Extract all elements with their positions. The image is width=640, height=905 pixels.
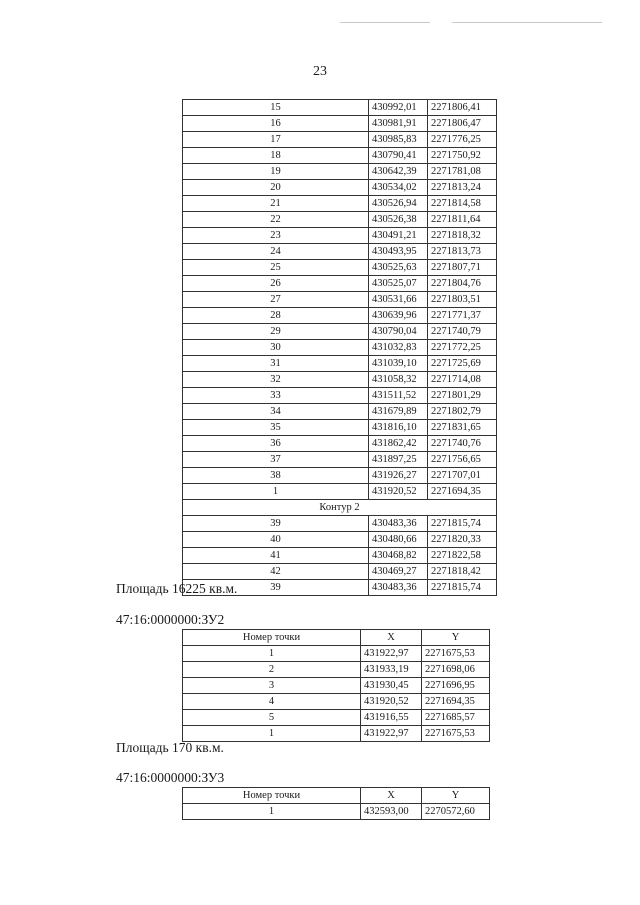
header-point-number: Номер точки xyxy=(183,788,361,804)
point-number-cell: 15 xyxy=(183,100,369,116)
table-row xyxy=(183,710,490,726)
table-row xyxy=(183,356,497,372)
y-coordinate-cell: 2271818,32 xyxy=(428,228,497,244)
y-coordinate-cell: 2271694,35 xyxy=(422,694,490,710)
point-number-cell: 27 xyxy=(183,292,369,308)
y-coordinate-cell: 2271822,58 xyxy=(428,548,497,564)
point-number-cell: 1 xyxy=(183,804,361,820)
table-row xyxy=(183,324,497,340)
x-coordinate-cell: 430491,21 xyxy=(369,228,428,244)
table-row xyxy=(183,196,497,212)
point-number-cell: 36 xyxy=(183,436,369,452)
point-number-cell: 21 xyxy=(183,196,369,212)
x-coordinate-cell: 430526,38 xyxy=(369,212,428,228)
page-number: 23 xyxy=(313,64,327,79)
x-coordinate-cell: 430790,04 xyxy=(369,324,428,340)
x-coordinate-cell: 431058,32 xyxy=(369,372,428,388)
plot-title-zu3: 47:16:0000000:ЗУ3 xyxy=(116,770,225,785)
point-number-cell: 23 xyxy=(183,228,369,244)
point-number-cell: 39 xyxy=(183,516,369,532)
x-coordinate-cell: 430992,01 xyxy=(369,100,428,116)
table-row xyxy=(183,132,497,148)
x-coordinate-cell: 430480,66 xyxy=(369,532,428,548)
point-number-cell: 22 xyxy=(183,212,369,228)
x-coordinate-cell: 431897,25 xyxy=(369,452,428,468)
y-coordinate-cell: 2270572,60 xyxy=(422,804,490,820)
x-coordinate-cell: 431679,89 xyxy=(369,404,428,420)
point-number-cell: 39 xyxy=(183,580,369,596)
y-coordinate-cell: 2271806,41 xyxy=(428,100,497,116)
table-row xyxy=(183,484,497,500)
x-coordinate-cell: 431930,45 xyxy=(361,678,422,694)
plot-title-zu2: 47:16:0000000:ЗУ2 xyxy=(116,612,225,627)
y-coordinate-cell: 2271806,47 xyxy=(428,116,497,132)
x-coordinate-cell: 430469,27 xyxy=(369,564,428,580)
table-header-row xyxy=(183,788,490,804)
x-coordinate-cell: 430639,96 xyxy=(369,308,428,324)
point-number-cell: 24 xyxy=(183,244,369,260)
header-y: Y xyxy=(422,630,490,646)
table-row xyxy=(183,260,497,276)
x-coordinate-cell: 432593,00 xyxy=(361,804,422,820)
y-coordinate-cell: 2271675,53 xyxy=(422,726,490,742)
y-coordinate-cell: 2271801,29 xyxy=(428,388,497,404)
coordinates-table-contour-1 xyxy=(182,99,497,596)
y-coordinate-cell: 2271807,71 xyxy=(428,260,497,276)
header-point-number: Номер точки xyxy=(183,630,361,646)
point-number-cell: 28 xyxy=(183,308,369,324)
contour-label: Контур 2 xyxy=(183,500,497,516)
scan-artifact-line xyxy=(340,22,430,23)
y-coordinate-cell: 2271776,25 xyxy=(428,132,497,148)
y-coordinate-cell: 2271740,76 xyxy=(428,436,497,452)
table-row xyxy=(183,116,497,132)
y-coordinate-cell: 2271813,24 xyxy=(428,180,497,196)
y-coordinate-cell: 2271818,42 xyxy=(428,564,497,580)
point-number-cell: 19 xyxy=(183,164,369,180)
table-row xyxy=(183,646,490,662)
area-text-1: Площадь 16225 кв.м. xyxy=(116,581,238,596)
point-number-cell: 33 xyxy=(183,388,369,404)
table-row xyxy=(183,516,497,532)
point-number-cell: 35 xyxy=(183,420,369,436)
point-number-cell: 42 xyxy=(183,564,369,580)
table-row xyxy=(183,292,497,308)
table-row xyxy=(183,662,490,678)
point-number-cell: 37 xyxy=(183,452,369,468)
y-coordinate-cell: 2271772,25 xyxy=(428,340,497,356)
x-coordinate-cell: 431933,19 xyxy=(361,662,422,678)
x-coordinate-cell: 430642,39 xyxy=(369,164,428,180)
x-coordinate-cell: 430525,07 xyxy=(369,276,428,292)
point-number-cell: 3 xyxy=(183,678,361,694)
x-coordinate-cell: 431511,52 xyxy=(369,388,428,404)
x-coordinate-cell: 430531,66 xyxy=(369,292,428,308)
table-row xyxy=(183,228,497,244)
point-number-cell: 40 xyxy=(183,532,369,548)
x-coordinate-cell: 430985,83 xyxy=(369,132,428,148)
x-coordinate-cell: 431920,52 xyxy=(369,484,428,500)
point-number-cell: 17 xyxy=(183,132,369,148)
table-row xyxy=(183,212,497,228)
y-coordinate-cell: 2271820,33 xyxy=(428,532,497,548)
header-y: Y xyxy=(422,788,490,804)
y-coordinate-cell: 2271714,08 xyxy=(428,372,497,388)
table-row xyxy=(183,726,490,742)
y-coordinate-cell: 2271814,58 xyxy=(428,196,497,212)
x-coordinate-cell: 430790,41 xyxy=(369,148,428,164)
contour-label-row xyxy=(183,500,497,516)
y-coordinate-cell: 2271803,51 xyxy=(428,292,497,308)
y-coordinate-cell: 2271831,65 xyxy=(428,420,497,436)
y-coordinate-cell: 2271750,92 xyxy=(428,148,497,164)
x-coordinate-cell: 431920,52 xyxy=(361,694,422,710)
table-row xyxy=(183,678,490,694)
x-coordinate-cell: 431039,10 xyxy=(369,356,428,372)
table-row xyxy=(183,420,497,436)
table-row xyxy=(183,164,497,180)
x-coordinate-cell: 430525,63 xyxy=(369,260,428,276)
table-row xyxy=(183,548,497,564)
y-coordinate-cell: 2271781,08 xyxy=(428,164,497,180)
point-number-cell: 20 xyxy=(183,180,369,196)
y-coordinate-cell: 2271725,69 xyxy=(428,356,497,372)
table-row xyxy=(183,180,497,196)
point-number-cell: 26 xyxy=(183,276,369,292)
header-x: X xyxy=(361,788,422,804)
table-row xyxy=(183,340,497,356)
area-text-2: Площадь 170 кв.м. xyxy=(116,740,224,755)
x-coordinate-cell: 431922,97 xyxy=(361,646,422,662)
point-number-cell: 29 xyxy=(183,324,369,340)
x-coordinate-cell: 430534,02 xyxy=(369,180,428,196)
point-number-cell: 1 xyxy=(183,484,369,500)
point-number-cell: 16 xyxy=(183,116,369,132)
point-number-cell: 30 xyxy=(183,340,369,356)
y-coordinate-cell: 2271815,74 xyxy=(428,580,497,596)
table-row xyxy=(183,404,497,420)
y-coordinate-cell: 2271685,57 xyxy=(422,710,490,726)
coordinates-table-zu2 xyxy=(182,629,490,742)
x-coordinate-cell: 431862,42 xyxy=(369,436,428,452)
point-number-cell: 41 xyxy=(183,548,369,564)
table-row xyxy=(183,532,497,548)
x-coordinate-cell: 430468,82 xyxy=(369,548,428,564)
point-number-cell: 34 xyxy=(183,404,369,420)
table-row xyxy=(183,468,497,484)
y-coordinate-cell: 2271675,53 xyxy=(422,646,490,662)
y-coordinate-cell: 2271694,35 xyxy=(428,484,497,500)
header-x: X xyxy=(361,630,422,646)
table-row xyxy=(183,564,497,580)
x-coordinate-cell: 431816,10 xyxy=(369,420,428,436)
x-coordinate-cell: 431916,55 xyxy=(361,710,422,726)
table-row xyxy=(183,452,497,468)
y-coordinate-cell: 2271756,65 xyxy=(428,452,497,468)
table-row xyxy=(183,372,497,388)
point-number-cell: 1 xyxy=(183,726,361,742)
y-coordinate-cell: 2271707,01 xyxy=(428,468,497,484)
x-coordinate-cell: 431926,27 xyxy=(369,468,428,484)
x-coordinate-cell: 430483,36 xyxy=(369,516,428,532)
table-row xyxy=(183,308,497,324)
y-coordinate-cell: 2271771,37 xyxy=(428,308,497,324)
table-row xyxy=(183,148,497,164)
point-number-cell: 5 xyxy=(183,710,361,726)
y-coordinate-cell: 2271804,76 xyxy=(428,276,497,292)
point-number-cell: 38 xyxy=(183,468,369,484)
table-row xyxy=(183,388,497,404)
y-coordinate-cell: 2271811,64 xyxy=(428,212,497,228)
x-coordinate-cell: 431032,83 xyxy=(369,340,428,356)
x-coordinate-cell: 431922,97 xyxy=(361,726,422,742)
table-row xyxy=(183,244,497,260)
scan-artifact-line xyxy=(452,22,602,23)
point-number-cell: 18 xyxy=(183,148,369,164)
y-coordinate-cell: 2271802,79 xyxy=(428,404,497,420)
point-number-cell: 2 xyxy=(183,662,361,678)
x-coordinate-cell: 430981,91 xyxy=(369,116,428,132)
table-row xyxy=(183,100,497,116)
point-number-cell: 32 xyxy=(183,372,369,388)
x-coordinate-cell: 430493,95 xyxy=(369,244,428,260)
point-number-cell: 31 xyxy=(183,356,369,372)
y-coordinate-cell: 2271698,06 xyxy=(422,662,490,678)
table-row xyxy=(183,694,490,710)
table-row xyxy=(183,436,497,452)
table-header-row xyxy=(183,630,490,646)
y-coordinate-cell: 2271813,73 xyxy=(428,244,497,260)
point-number-cell: 1 xyxy=(183,646,361,662)
table-row xyxy=(183,276,497,292)
point-number-cell: 4 xyxy=(183,694,361,710)
table-row xyxy=(183,804,490,820)
y-coordinate-cell: 2271740,79 xyxy=(428,324,497,340)
y-coordinate-cell: 2271696,95 xyxy=(422,678,490,694)
point-number-cell: 25 xyxy=(183,260,369,276)
y-coordinate-cell: 2271815,74 xyxy=(428,516,497,532)
x-coordinate-cell: 430526,94 xyxy=(369,196,428,212)
x-coordinate-cell: 430483,36 xyxy=(369,580,428,596)
coordinates-table-zu3 xyxy=(182,787,490,820)
